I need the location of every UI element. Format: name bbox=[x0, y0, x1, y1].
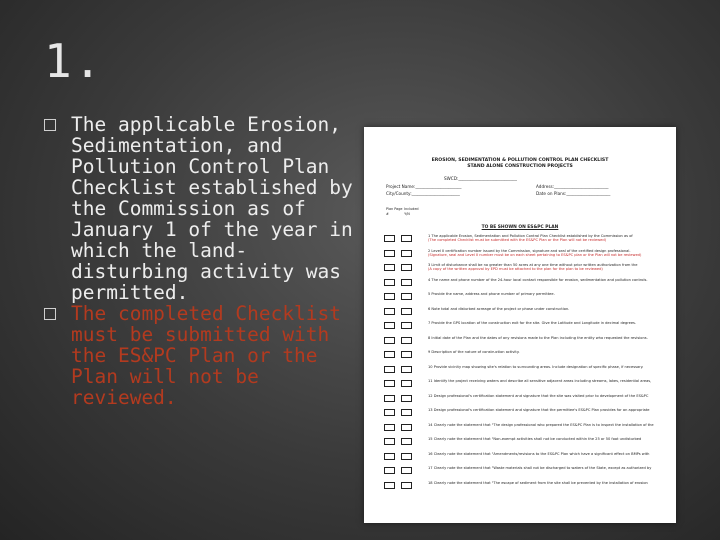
checklist-row bbox=[384, 394, 674, 409]
square-bullet-icon bbox=[44, 119, 56, 131]
checklist-item-note: (Signature, seal and Level II number must be on each sheet pertaining to ES&PC plan or the Plan will not be reviewed) bbox=[428, 252, 642, 257]
checklist-row bbox=[384, 350, 674, 365]
checklist-item-note: (The completed Checklist must be submitted with the ES&PC Plan or the Plan will not be reviewed) bbox=[428, 238, 607, 243]
plan-page-checkbox bbox=[384, 438, 395, 445]
included-header: Included Y/N bbox=[404, 207, 419, 216]
checklist-row-text bbox=[428, 379, 674, 383]
checklist-item-text: 17 Clearly note the statement that "Waste materials shall not be discharged to waters of the State, except as authorized by bbox=[428, 466, 652, 470]
included-checkbox bbox=[401, 351, 412, 358]
included-checkbox bbox=[401, 235, 412, 242]
checklist-item-text: 15 Clearly note the statement that "Non-exempt activities shall not be conducted within the 25 or 50 foot undisturbed bbox=[428, 437, 642, 441]
checklist-row-text bbox=[428, 408, 674, 412]
bullet-text: The completed Checklist must be submitted with the ES&PC Plan or the Plan will not be reviewed. bbox=[71, 302, 342, 409]
checklist-row-text bbox=[428, 481, 674, 485]
checklist-row-text bbox=[428, 292, 674, 296]
checklist-row-text bbox=[428, 321, 674, 325]
checklist-row bbox=[384, 379, 674, 394]
plan-page-checkbox bbox=[384, 264, 395, 271]
checklist-row bbox=[384, 365, 674, 380]
plan-page-checkbox bbox=[384, 322, 395, 329]
checklist-item-text: 5 Provide the name, address and phone number of primary permittee. bbox=[428, 292, 555, 296]
plan-page-checkbox bbox=[384, 250, 395, 257]
bullet-item bbox=[44, 303, 356, 408]
square-bullet-icon bbox=[44, 308, 56, 320]
plan-page-checkbox bbox=[384, 424, 395, 431]
checklist-row-text bbox=[428, 437, 674, 441]
included-checkbox bbox=[401, 337, 412, 344]
column-headers bbox=[386, 207, 424, 216]
checklist-item-text: 12 Design professional's certification statement and signature that the site was visited prior to development of the ES&PC bbox=[428, 393, 649, 398]
checklist-row-text bbox=[428, 423, 674, 427]
checklist-item-text: 4 The name and phone number of the 24-hour local contact responsible for erosion, sedimentation and pollution controls. bbox=[428, 277, 648, 282]
city-county-field: City/County:_______________________ bbox=[386, 191, 460, 196]
included-checkbox bbox=[401, 293, 412, 300]
checklist-item-note: (A copy of the written approval by EPD must be attached to the plan for the plan to be reviewed) bbox=[428, 267, 603, 272]
plan-page-checkbox bbox=[384, 395, 395, 402]
document-header-line: STAND ALONE CONSTRUCTION PROJECTS bbox=[467, 164, 573, 169]
included-checkbox bbox=[401, 409, 412, 416]
plan-page-checkbox bbox=[384, 467, 395, 474]
checklist-item-text: 3 Limit of disturbance shall be no greater than 50 acres at any one time without prior written authorization from the bbox=[428, 263, 638, 267]
included-checkbox bbox=[401, 453, 412, 460]
checklist-row-text bbox=[428, 249, 674, 258]
bullet-text: The applicable Erosion, Sedimentation, and Pollution Control Plan Checklist established by the Commission as of January 1 of the year in which the land-disturbing activity was permitted. bbox=[71, 113, 353, 304]
plan-page-checkbox bbox=[384, 235, 395, 242]
document-header bbox=[364, 158, 676, 170]
checklist-row bbox=[384, 263, 674, 278]
included-checkbox bbox=[401, 279, 412, 286]
plan-page-checkbox bbox=[384, 366, 395, 373]
included-checkbox bbox=[401, 322, 412, 329]
checklist-row-text bbox=[428, 452, 674, 456]
plan-page-checkbox bbox=[384, 279, 395, 286]
checklist-row bbox=[384, 408, 674, 423]
included-checkbox bbox=[401, 250, 412, 257]
checklist-row bbox=[384, 437, 674, 452]
checklist-row-text bbox=[428, 365, 674, 369]
included-checkbox bbox=[401, 467, 412, 474]
date-on-plans-field: Date on Plans:_____________________ bbox=[536, 191, 611, 196]
checklist-item-text: 1 The applicable Erosion, Sedimentation and Pollution Control Plan Checklist established by the Commission as of bbox=[428, 234, 633, 238]
plan-page-checkbox bbox=[384, 409, 395, 416]
checklist-row bbox=[384, 481, 674, 496]
plan-page-checkbox bbox=[384, 482, 395, 489]
checklist-item-text: 10 Provide vicinity map showing site's relation to surrounding areas. Include designation of specific phase, if necessary. bbox=[428, 364, 644, 369]
checklist-row bbox=[384, 321, 674, 336]
checklist-row bbox=[384, 336, 674, 351]
checklist-document-image bbox=[364, 127, 676, 523]
plan-page-checkbox bbox=[384, 337, 395, 344]
checklist-item-text: 9 Description of the nature of construction activity. bbox=[428, 350, 520, 354]
checklist-row bbox=[384, 423, 674, 438]
slide-title: 1. bbox=[44, 34, 104, 88]
checklist-row bbox=[384, 249, 674, 264]
included-checkbox bbox=[401, 424, 412, 431]
checklist-row-text bbox=[428, 336, 674, 340]
checklist-row-text bbox=[428, 234, 674, 243]
checklist-item-text: 2 Level II certification number issued by the Commission, signature and seal of the certified design professional. bbox=[428, 248, 631, 253]
bullet-list bbox=[44, 114, 356, 408]
checklist-row-text bbox=[428, 278, 674, 282]
included-checkbox bbox=[401, 366, 412, 373]
swcd-field: SWCD:____________________________ bbox=[444, 176, 517, 181]
project-name-field: Project Name:______________________ bbox=[386, 184, 462, 189]
checklist-row bbox=[384, 466, 674, 481]
included-checkbox bbox=[401, 395, 412, 402]
checklist-item-text: 11 Identify the project receiving waters and describe all sensitive adjacent areas including streams, lakes, residential areas, bbox=[428, 379, 652, 383]
checklist-row bbox=[384, 307, 674, 322]
document-header-line: EROSION, SEDIMENTATION & POLLUTION CONTROL PLAN CHECKLIST bbox=[431, 158, 609, 163]
plan-page-checkbox bbox=[384, 351, 395, 358]
checklist-item-text: 18 Clearly note the statement that "The escape of sediment from the site shall be prevented by the installation of erosion bbox=[428, 480, 648, 485]
plan-page-checkbox bbox=[384, 293, 395, 300]
checklist-item-text: 8 Initial date of the Plan and the dates of any revisions made to the Plan including the entity who requested the revisions. bbox=[428, 335, 648, 340]
checklist-row bbox=[384, 452, 674, 467]
checklist-row bbox=[384, 234, 674, 249]
included-checkbox bbox=[401, 264, 412, 271]
checklist-row bbox=[384, 292, 674, 307]
included-checkbox bbox=[401, 380, 412, 387]
checklist-row-text bbox=[428, 307, 674, 311]
plan-page-checkbox bbox=[384, 453, 395, 460]
checklist-item-text: 13 Design professional's certification statement and signature that the permittee's ES&PC Plan provides for an appropriate bbox=[428, 408, 650, 412]
plan-page-header: Plan Page # bbox=[386, 207, 403, 216]
document-fields bbox=[386, 176, 676, 212]
section-title: TO BE SHOWN ON ES&PC PLAN bbox=[481, 225, 559, 230]
included-checkbox bbox=[401, 308, 412, 315]
checklist-item-text: 14 Clearly note the statement that "The design professional who prepared the ES&PC Plan is to inspect the installation of the bbox=[428, 422, 654, 427]
checklist-row-text bbox=[428, 466, 674, 470]
checklist-row-text bbox=[428, 263, 674, 272]
plan-page-checkbox bbox=[384, 308, 395, 315]
checklist-row-text bbox=[428, 350, 674, 354]
checklist-row bbox=[384, 278, 674, 293]
included-checkbox bbox=[401, 482, 412, 489]
checklist-item-text: 6 Note total and disturbed acreage of the project or phase under construction. bbox=[428, 306, 570, 311]
bullet-item bbox=[44, 114, 356, 303]
checklist-rows bbox=[384, 234, 674, 495]
address-field: Address:__________________________ bbox=[536, 184, 609, 189]
included-checkbox bbox=[401, 438, 412, 445]
checklist-item-text: 16 Clearly note the statement that "Amendments/revisions to the ES&PC Plan which have a significant effect on BMPs with bbox=[428, 451, 650, 456]
checklist-row-text bbox=[428, 394, 674, 398]
plan-page-checkbox bbox=[384, 380, 395, 387]
checklist-item-text: 7 Provide the GPS location of the construction exit for the site. Give the Latitude and Longitude in decimal degrees. bbox=[428, 321, 637, 325]
